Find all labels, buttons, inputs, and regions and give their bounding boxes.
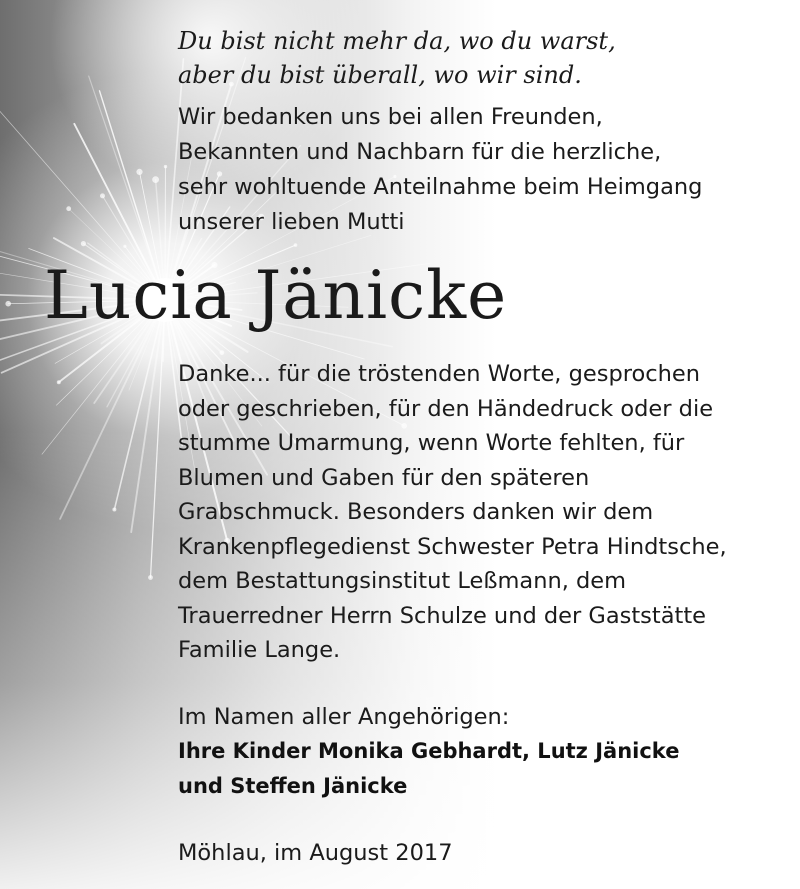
motto-line: Du bist nicht mehr da, wo du warst, — [178, 27, 616, 55]
signer-line: und Steffen Jänicke — [178, 773, 408, 798]
place-and-date: Möhlau, im August 2017 — [178, 840, 453, 866]
gratitude-line: Familie Lange. — [178, 637, 341, 663]
seed-tip — [164, 165, 166, 167]
thanks-paragraph — [178, 100, 778, 240]
seed-tip — [153, 177, 159, 183]
gratitude-line: Danke... für die tröstenden Worte, gesprochen — [178, 361, 700, 387]
thanks-line: Bekannten und Nachbarn für die herzliche, — [178, 139, 662, 165]
seed-tip — [81, 242, 85, 246]
gratitude-line: Trauerredner Herrn Schulze und der Gaststätte — [178, 602, 707, 629]
signers — [178, 734, 788, 803]
memorial-motto — [178, 24, 778, 92]
thanks-line: Wir bedanken uns bei allen Freunden, — [178, 104, 603, 130]
signer-line: Ihre Kinder Monika Gebhardt, Lutz Jänicke — [178, 739, 680, 763]
motto-line: aber du bist überall, wo wir sind. — [178, 61, 582, 89]
gratitude-paragraph — [178, 357, 788, 668]
thanks-line: unserer lieben Mutti — [178, 209, 405, 235]
signoff-intro: Im Namen aller Angehörigen: — [178, 704, 510, 730]
seed-tip — [6, 301, 11, 306]
seed-tip — [137, 169, 142, 174]
gratitude-line: stumme Umarmung, wenn Worte fehlten, für — [178, 430, 685, 456]
thanks-line: sehr wohltuende Anteilnahme beim Heimgang — [178, 174, 703, 200]
gratitude-line: Krankenpflegedienst Schwester Petra Hindtsche, — [178, 533, 727, 560]
deceased-name: Lucia Jänicke — [44, 257, 508, 334]
seed-tip — [57, 381, 60, 384]
seed-tip — [220, 351, 224, 355]
gratitude-line: dem Bestattungsinstitut Leßmann, dem — [178, 568, 627, 594]
seed-tip — [294, 244, 297, 247]
gratitude-line: Grabschmuck. Besonders danken wir dem — [178, 499, 654, 525]
gratitude-line: Blumen und Gaben für den späteren — [178, 464, 590, 491]
seed-tip — [101, 194, 105, 198]
gratitude-line: oder geschrieben, für den Händedruck oder die — [178, 395, 714, 422]
seed-tip — [124, 245, 126, 247]
seed-tip — [67, 207, 71, 211]
